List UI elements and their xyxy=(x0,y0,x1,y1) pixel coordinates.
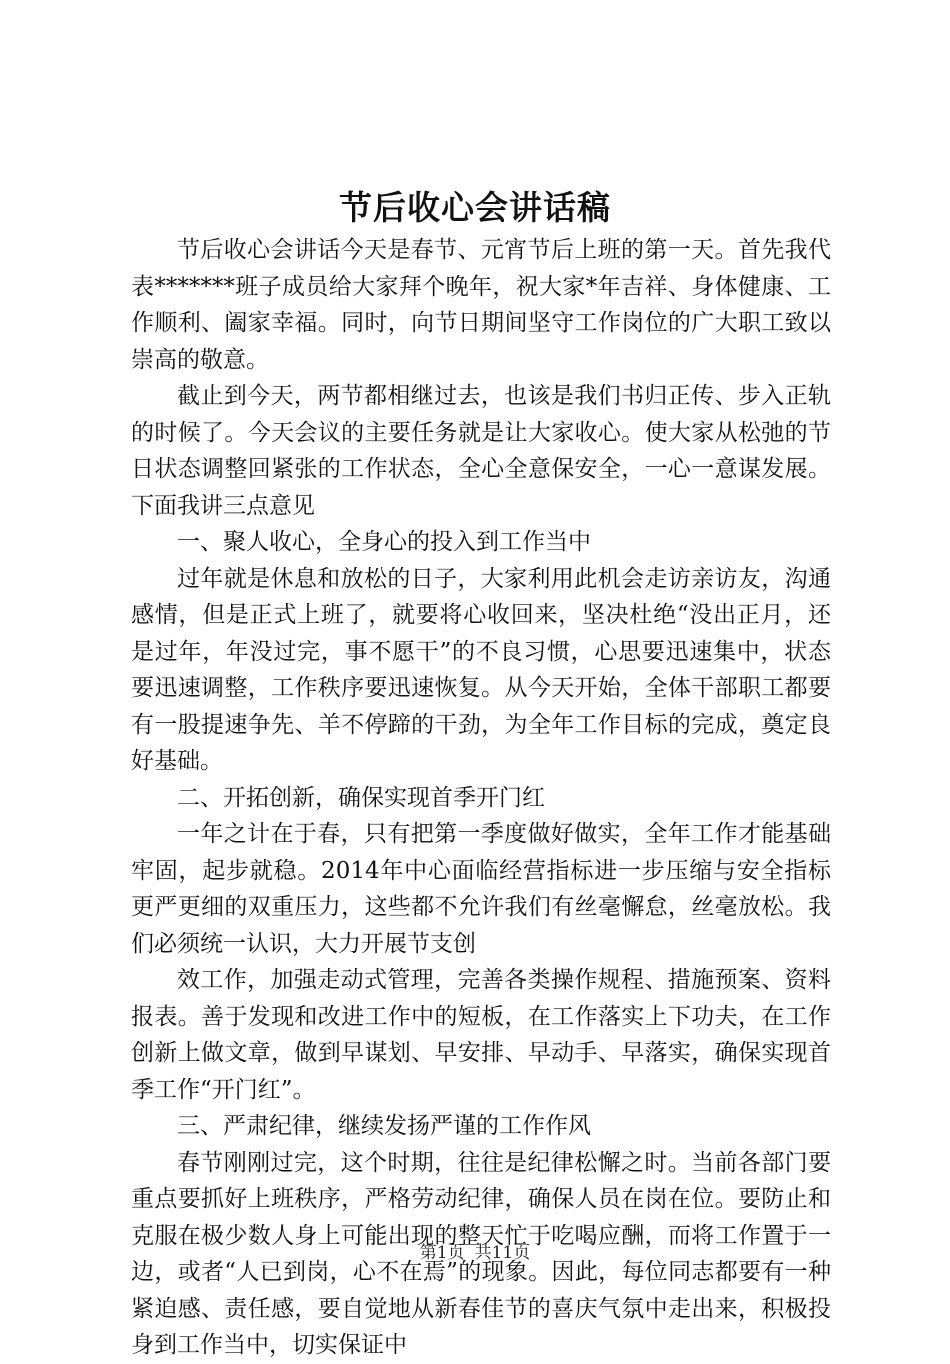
section-heading-3: 三、严肃纪律，继续发扬严谨的工作作风 xyxy=(177,1113,591,1139)
paragraph-6: 春节刚刚过完，这个时期，往往是纪律松懈之时。当前各部门要重点要抓好上班秩序，严格劳动纪律，确保人员在岗在位。要防止和克服在极少数人身上可能出现的整天忙于吃喝应酬，而将工作置于一边，或者“人已到岗，心不在焉”的现象。因此，每位同志都要有一种紧迫感、责任感，要自觉地从新春佳节的喜庆气氛中走出来，积极投身到工作当中，切实保证中 xyxy=(131,1149,831,1358)
paragraph-4: 一年之计在于春，只有把第一季度做好做实，全年工作才能基础牢固，起步就稳。2014年中心面临经营指标进一步压缩与安全指标更严更细的双重压力，这些都不允许我们有丝毫懈怠，丝毫放松。我们必须统一认识，大力开展节支创 xyxy=(131,821,831,957)
page-number: 第1页 xyxy=(419,1243,465,1263)
section-heading-1: 一、聚人收心，全身心的投入到工作当中 xyxy=(177,529,591,555)
paragraph-3: 过年就是休息和放松的日子，大家利用此机会走访亲访友，沟通感情，但是正式上班了，就要将心收回来，坚决杜绝“没出正月，还是过年，年没过完，事不愿干”的不良习惯，心思要迅速集中，状态要迅速调整，工作秩序要迅速恢复。从今天开始，全体干部职工都要有一股提速争先、羊不停蹄的干劲，为全年工作目标的完成，奠定良好基础。 xyxy=(131,565,831,774)
page-footer xyxy=(0,1241,950,1265)
paragraph-2: 截止到今天，两节都相继过去，也该是我们书归正传、步入正轨的时候了。今天会议的主要任务就是让大家收心。使大家从松弛的节日状态调整回紧张的工作状态，全心全意保安全，一心一意谋发展。下面我讲三点意见 xyxy=(131,383,831,519)
section-heading-2: 二、开拓创新，确保实现首季开门红 xyxy=(177,784,545,811)
paragraph-5: 效工作，加强走动式管理，完善各类操作规程、措施预案、资料报表。善于发现和改进工作中的短板，在工作落实上下功夫，在工作创新上做文章，做到早谋划、早安排、早动手、早落实，确保实现首季工作“开门红”。 xyxy=(131,967,831,1103)
paragraph-1: 节后收心会讲话今天是春节、元宵节后上班的第一天。首先我代表*******班子成员给大家拜个晚年，祝大家*年吉祥、身体健康、工作顺利、阖家幸福。同时，向节日期间坚守工作岗位的广大职工致以崇高的敬意。 xyxy=(131,237,831,373)
page-total: 共11页 xyxy=(474,1243,531,1263)
document-body xyxy=(131,232,831,1364)
document-title: 节后收心会讲话稿 xyxy=(339,188,611,227)
